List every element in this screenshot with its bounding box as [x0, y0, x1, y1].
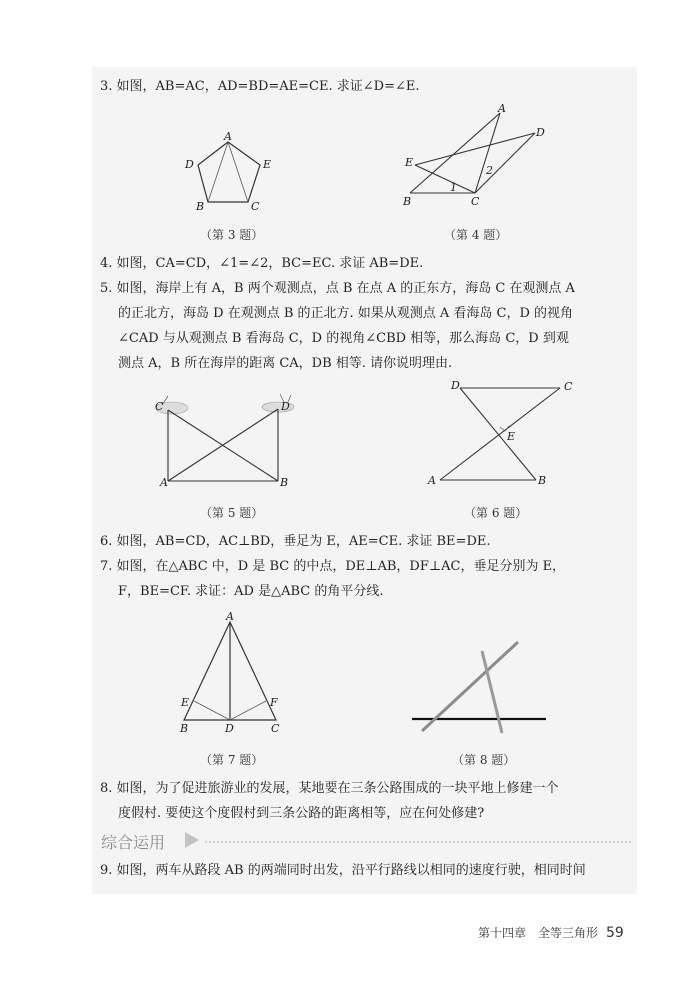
- problem-5-text-line-4: 测点 A，B 所在海岸的距离 CA，DB 相等. 请你说明理由.: [118, 356, 453, 371]
- fig5-label-B: B: [280, 476, 289, 489]
- fig7-label-C: C: [271, 722, 280, 735]
- fig5-label-D: D: [281, 400, 290, 413]
- fig5-label-A: A: [160, 476, 168, 489]
- figure-7-triangle-diagram: [170, 610, 290, 735]
- figure-4-diagram: [400, 103, 560, 213]
- fig3-label-B: B: [196, 200, 205, 213]
- problem-3-text: 3. 如图，AB=AC，AD=BD=AE=CE. 求证∠D=∠E.: [100, 79, 420, 94]
- fig7-label-E: E: [181, 696, 190, 709]
- fig7-label-D: D: [225, 722, 234, 735]
- fig4-angle-1: 1: [450, 181, 457, 194]
- figure-3-pentagon-diagram: [180, 128, 280, 213]
- problem-9-text: 9. 如图，两车从路段 AB 的两端同时出发，沿平行路线以相同的速度行驶，相同时间: [100, 863, 586, 878]
- problem-8-text-line-2: 度假村. 要使这个度假村到三条公路的距离相等，应在何处修建?: [118, 806, 485, 821]
- problem-7-text-line-2: F，BE=CF. 求证：AD 是△ABC 的角平分线.: [118, 584, 384, 599]
- fig7-label-B: B: [180, 722, 189, 735]
- fig6-label-C: C: [564, 380, 573, 393]
- figure-6-diagram: [420, 378, 580, 488]
- problem-6-text: 6. 如图，AB=CD，AC⊥BD，垂足为 E，AE=CE. 求证 BE=DE.: [100, 534, 491, 549]
- fig4-label-B: B: [403, 195, 412, 208]
- section-heading-comprehensive: [101, 830, 631, 852]
- fig6-label-E: E: [507, 430, 516, 443]
- problem-8-text-line-1: 8. 如图，为了促进旅游业的发展，某地要在三条公路围成的一块平地上修建一个: [100, 781, 559, 796]
- figure-6-caption: （第 6 题）: [464, 506, 528, 520]
- section-dotted-rule: [205, 841, 631, 843]
- fig3-label-A: A: [224, 130, 232, 143]
- fig3-label-C: C: [251, 200, 260, 213]
- figure-8-caption: （第 8 题）: [452, 753, 516, 767]
- page-footer: [478, 924, 624, 941]
- problem-4-text: 4. 如图，CA=CD，∠1=∠2，BC=EC. 求证 AB=DE.: [100, 256, 424, 271]
- fig7-label-A: A: [226, 610, 234, 623]
- footer-chapter-title: 第十四章 全等三角形: [478, 926, 599, 940]
- figure-8-three-roads-diagram: [405, 635, 555, 745]
- figure-5-islands-diagram: [150, 390, 310, 490]
- section-title: 综合运用: [101, 833, 166, 852]
- figure-3-caption: （第 3 题）: [200, 228, 264, 242]
- problem-7-text-line-1: 7. 如图，在△ABC 中，D 是 BC 的中点，DE⊥AB，DF⊥AC，垂足分别为 E，: [100, 559, 566, 574]
- figure-7-caption: （第 7 题）: [200, 753, 264, 767]
- page-number: 59: [606, 925, 624, 941]
- problem-5-text-line-3: ∠CAD 与从观测点 B 看海岛 C，D 的视角∠CBD 相等，那么海岛 C，D 到观: [118, 331, 569, 346]
- figure-5-caption: （第 5 题）: [200, 506, 264, 520]
- fig5-label-C: C: [155, 400, 164, 413]
- fig3-label-D: D: [185, 158, 194, 171]
- fig7-label-F: F: [270, 696, 278, 709]
- problem-5-text-line-1: 5. 如图，海岸上有 A，B 两个观测点，点 B 在点 A 的正东方，海岛 C 在观测点 A: [100, 281, 575, 296]
- fig3-label-E: E: [263, 158, 272, 171]
- figure-4-caption: （第 4 题）: [444, 228, 508, 242]
- problem-5-text-line-2: 的正北方，海岛 D 在观测点 B 的正北方. 如果从观测点 A 看海岛 C，D 的视角: [118, 306, 574, 321]
- fig6-label-B: B: [538, 474, 547, 487]
- fig4-label-C: C: [471, 195, 480, 208]
- fig6-label-A: A: [428, 474, 436, 487]
- fig4-label-E: E: [405, 156, 414, 169]
- fig4-label-D: D: [536, 126, 545, 139]
- fig4-angle-2: 2: [486, 164, 493, 177]
- fig4-label-A: A: [498, 102, 506, 115]
- section-arrow-icon: [185, 832, 199, 848]
- fig6-label-D: D: [451, 379, 460, 392]
